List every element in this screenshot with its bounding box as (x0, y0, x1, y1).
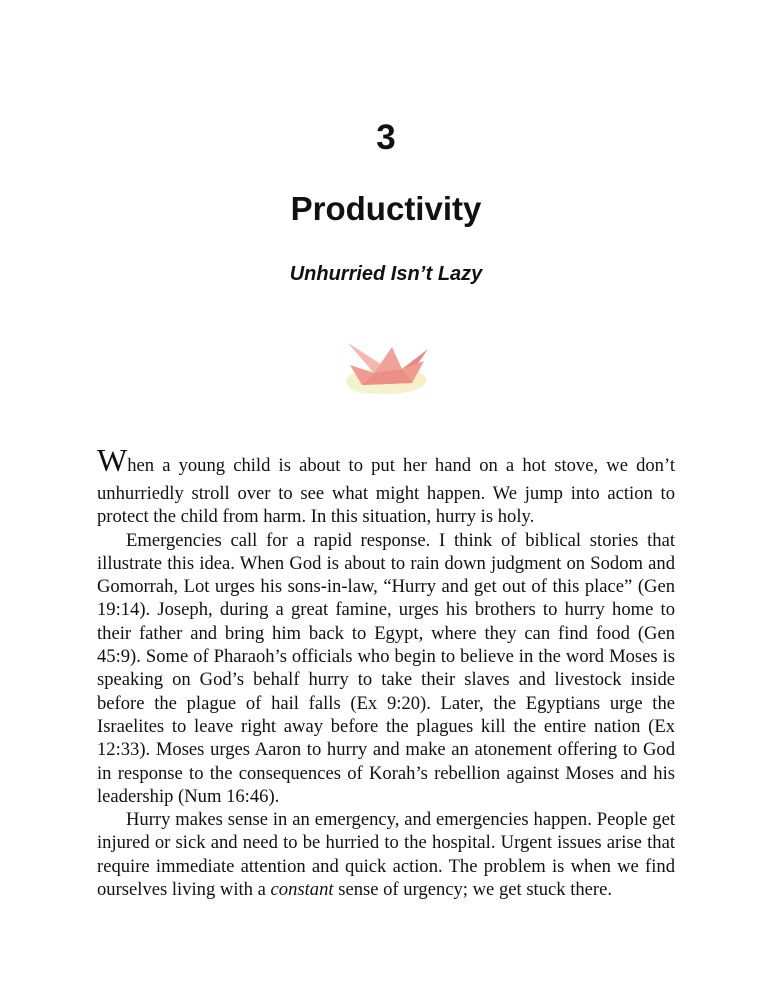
body-text (97, 442, 675, 901)
paragraph-1 (97, 442, 675, 529)
chapter-title: Productivity (290, 190, 482, 227)
paragraph-3-after: sense of urgency; we get stuck there. (338, 879, 613, 901)
chapter-number: 3 (376, 118, 396, 157)
first-line-text: hen a young child is about to put her hand on a hot stove, we don’t (127, 455, 675, 476)
drop-cap: W (97, 442, 128, 478)
emphasis-word: constant (270, 879, 334, 901)
paragraph-3 (97, 808, 675, 901)
paragraph-2: Emergencies call for a rapid response. I think of biblical stories that illustrate this idea. When God is about to rain down judgment on Sodom and Gomorrah, Lot urges his sons-in-law, “Hurry and get out of this place” (Gen 19:14). Joseph, during a great famine, urges his brothers to hurry home to their father and bring him back to Egypt, where they can find food (Gen 45:9). Some of Pharaoh’s officials who begin to believe in the word Moses is speaking on God’s behalf hurry to take their slaves and livestock inside before the plague of hail falls (Ex 9:20). Later, the Egyptians urge the Israelites to leave right away before the plagues kill the entire nation (Ex 12:33). Moses urges Aaron to hurry and make an atonement offering to God in response to the consequences of Korah’s rebellion against Moses and his leadership (Num 16:46). (97, 529, 675, 807)
first-line (97, 442, 675, 482)
chapter-subtitle: Unhurried Isn’t Lazy (289, 263, 483, 285)
paper-boat-icon (340, 335, 436, 401)
paragraph-3-before: Hurry makes sense in an emergency, and emergencies happen. People get injured or sick and need to be hurried to the hospital. Urgent issues arise that require immediate attention and quick action. The problem is when we find ourselves living with a (97, 809, 675, 901)
paragraph-1-rest: unhurriedly stroll over to see what might happen. We jump into action to protect the child from harm. In this situation, hurry is holy. (97, 483, 675, 528)
